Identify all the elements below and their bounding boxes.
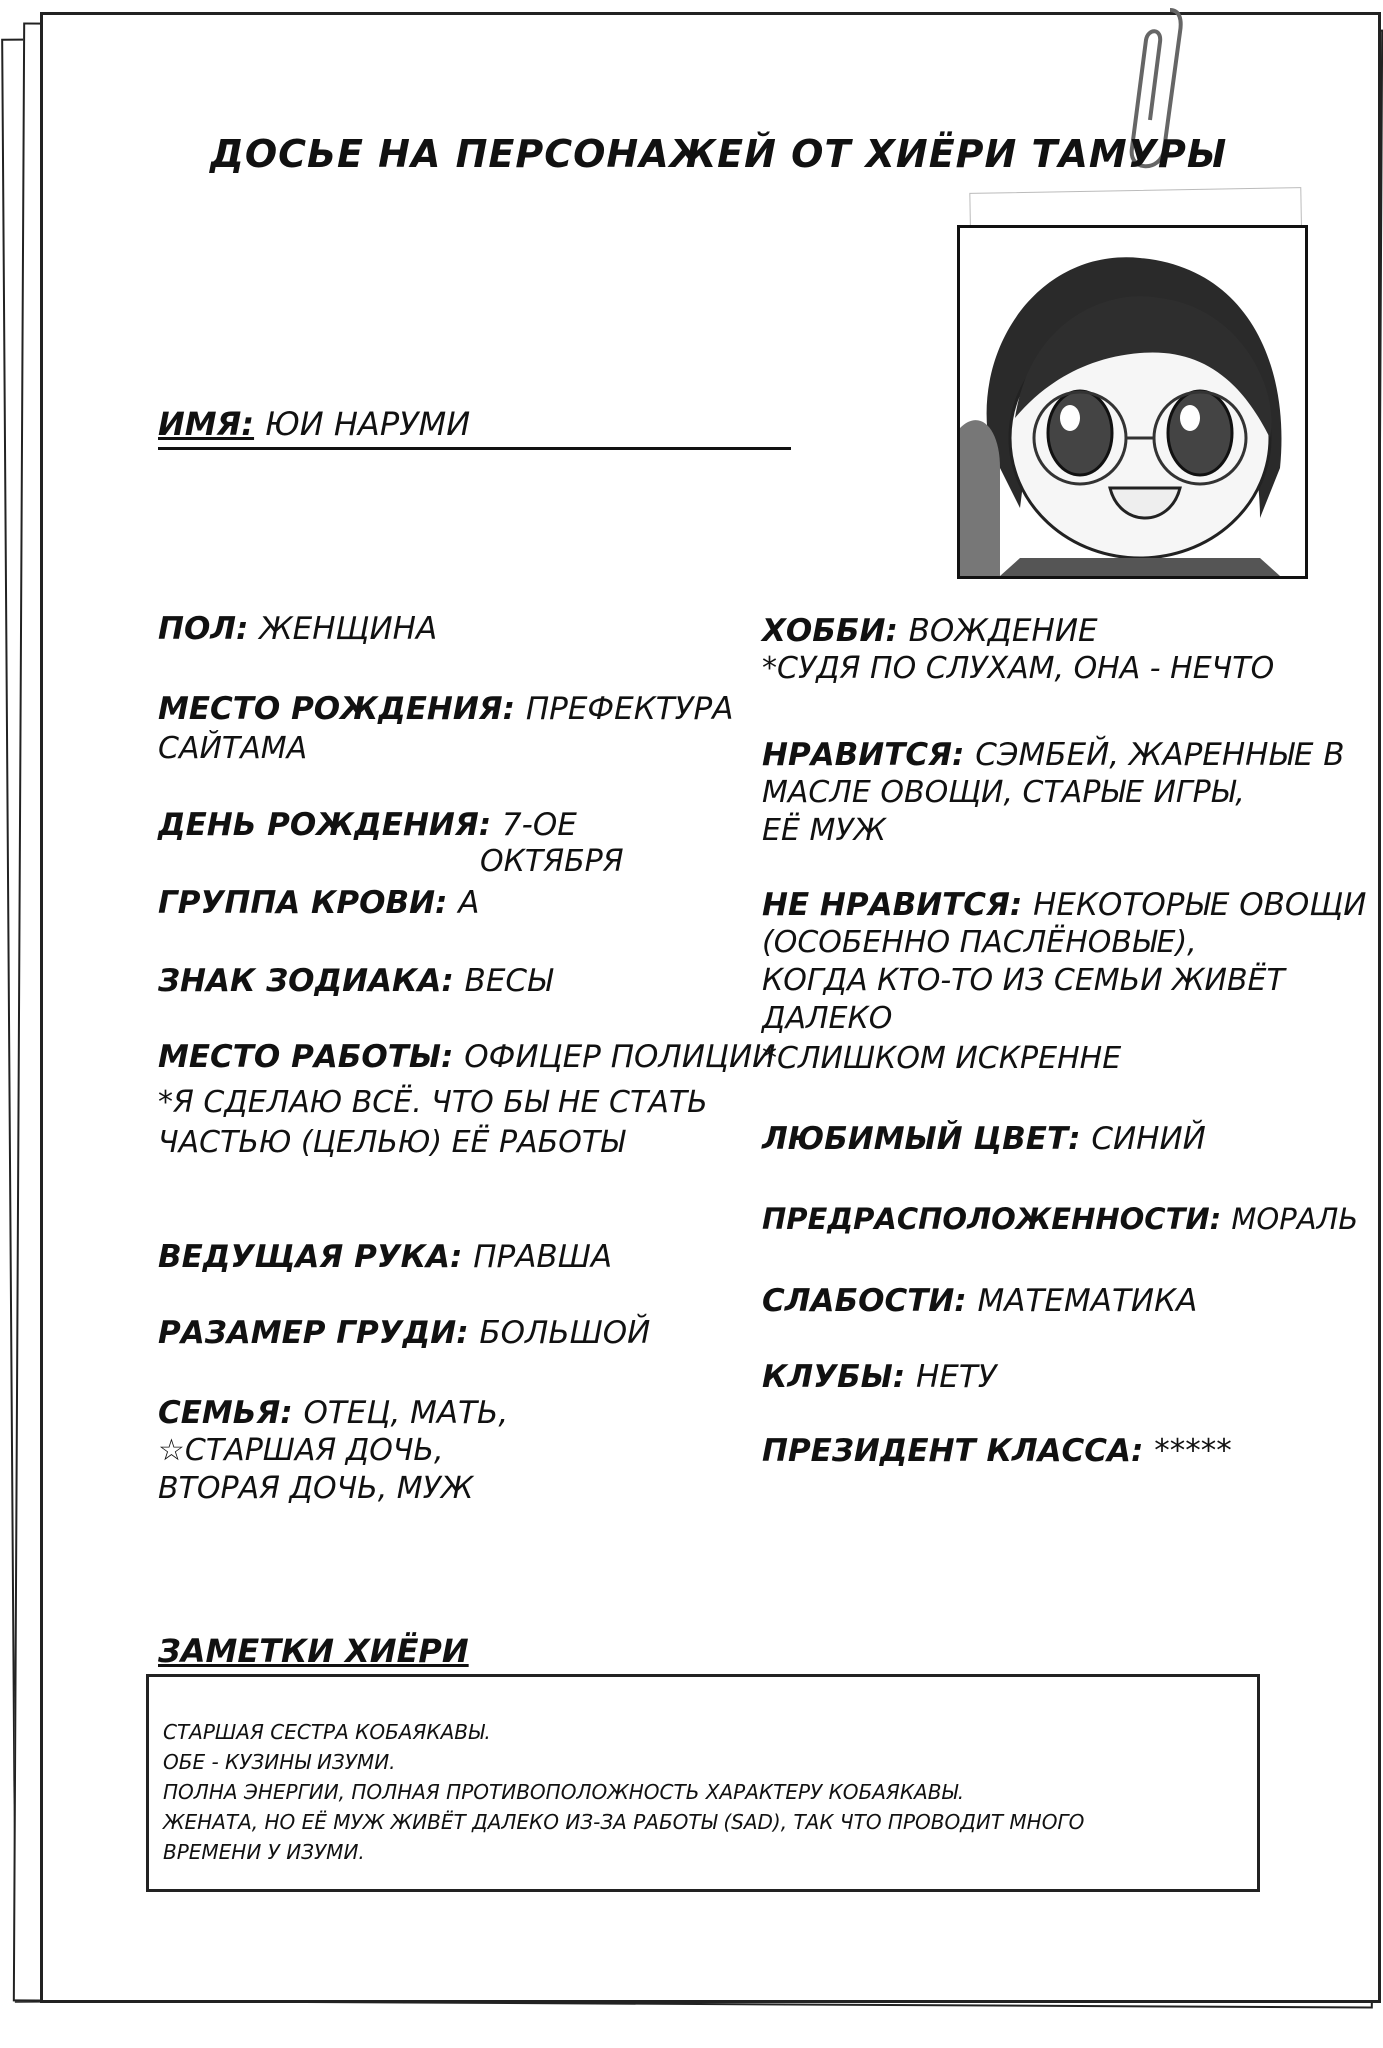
blood-value: А [458, 885, 480, 921]
birthday-field [158, 806, 577, 844]
likes-value-line2: МАСЛЕ ОВОЩИ, СТАРЫЕ ИГРЫ, [762, 775, 1245, 810]
notes-line: ЖЕНАТА, НО ЕЁ МУЖ ЖИВЁТ ДАЛЕКО ИЗ-ЗА РАБОТЫ (SAD), ТАК ЧТО ПРОВОДИТ МНОГО [163, 1810, 1085, 1834]
zodiac-label: ЗНАК ЗОДИАКА: [158, 963, 454, 999]
page-title: ДОСЬЕ НА ПЕРСОНАЖЕЙ ОТ ХИЁРИ ТАМУРЫ [210, 132, 1228, 176]
bust-value: БОЛЬШОЙ [479, 1315, 651, 1351]
likes-label: НРАВИТСЯ: [762, 737, 965, 773]
birthplace-label: МЕСТО РОЖДЕНИЯ: [158, 691, 516, 727]
weakness-label: СЛАБОСТИ: [762, 1283, 967, 1319]
preferences-value: МОРАЛЬ [1231, 1202, 1359, 1236]
color-field [762, 1120, 1206, 1158]
character-portrait [957, 225, 1308, 579]
birthday-value: 7-ОЕ [501, 807, 577, 843]
likes-field [762, 736, 1345, 774]
zodiac-value: ВЕСЫ [464, 963, 553, 999]
clubs-value: НЕТУ [915, 1359, 997, 1395]
family-value-line3: ВТОРАЯ ДОЧЬ, МУЖ [158, 1471, 474, 1506]
work-field [158, 1038, 775, 1076]
gender-value: ЖЕНЩИНА [259, 611, 438, 647]
work-note-line1: *Я СДЕЛАЮ ВСЁ. ЧТО БЫ НЕ СТАТЬ [158, 1085, 708, 1120]
notes-line: ОБЕ - КУЗИНЫ ИЗУМИ. [163, 1750, 396, 1774]
gender-label: ПОЛ: [158, 611, 249, 647]
hand-label: ВЕДУЩАЯ РУКА: [158, 1239, 463, 1275]
notes-box [146, 1674, 1260, 1892]
president-value: ***** [1154, 1433, 1232, 1469]
dislikes-field [762, 886, 1366, 924]
dislikes-label: НЕ НРАВИТСЯ: [762, 887, 1023, 923]
family-label: СЕМЬЯ: [158, 1395, 293, 1431]
name-field [158, 405, 791, 450]
hand-field [158, 1238, 612, 1276]
family-value-line2: ☆СТАРШАЯ ДОЧЬ, [158, 1433, 444, 1468]
clubs-field [762, 1358, 997, 1396]
hobby-value: ВОЖДЕНИЕ [908, 613, 1098, 649]
notes-line: ВРЕМЕНИ У ИЗУМИ. [163, 1840, 365, 1864]
work-value: ОФИЦЕР ПОЛИЦИИ [464, 1039, 776, 1075]
hobby-note: *СУДЯ ПО СЛУХАМ, ОНА - НЕЧТО [762, 651, 1275, 686]
clubs-label: КЛУБЫ: [762, 1359, 906, 1395]
work-label: МЕСТО РАБОТЫ: [158, 1039, 454, 1075]
gender-field [158, 610, 437, 648]
family-value: ОТЕЦ, МАТЬ, [303, 1395, 509, 1431]
notes-title: ЗАМЕТКИ ХИЁРИ [158, 1632, 469, 1670]
likes-value-line3: ЕЁ МУЖ [762, 813, 886, 848]
dislikes-value-line4: ДАЛЕКО [762, 1001, 893, 1036]
blood-field [158, 884, 479, 922]
family-field [158, 1394, 508, 1432]
hobby-field [762, 612, 1098, 650]
dislikes-note: *СЛИШКОМ ИСКРЕННЕ [762, 1041, 1122, 1076]
name-label: ИМЯ: [158, 405, 255, 443]
notes-line: СТАРШАЯ СЕСТРА КОБАЯКАВЫ. [163, 1720, 491, 1744]
birthplace-value: ПРЕФЕКТУРА [525, 691, 734, 727]
hobby-label: ХОББИ: [762, 613, 898, 649]
hand-value: ПРАВША [473, 1239, 613, 1275]
work-note-line2: ЧАСТЬЮ (ЦЕЛЬЮ) ЕЁ РАБОТЫ [158, 1125, 625, 1160]
birthday-label: ДЕНЬ РОЖДЕНИЯ: [158, 807, 492, 843]
bust-label: РАЗАМЕР ГРУДИ: [158, 1315, 469, 1351]
birthplace-field [158, 690, 733, 728]
dislikes-value: НЕКОТОРЫЕ ОВОЩИ [1033, 887, 1367, 923]
color-value: СИНИЙ [1091, 1121, 1206, 1157]
preferences-field [762, 1200, 1358, 1238]
bust-field [158, 1314, 650, 1352]
president-field [762, 1432, 1232, 1470]
notes-line: ПОЛНА ЭНЕРГИИ, ПОЛНАЯ ПРОТИВОПОЛОЖНОСТЬ ХАРАКТЕРУ КОБАЯКАВЫ. [163, 1780, 965, 1804]
zodiac-field [158, 962, 552, 1000]
birthday-value-line2: ОКТЯБРЯ [480, 844, 624, 879]
weakness-field [762, 1282, 1197, 1320]
blood-label: ГРУППА КРОВИ: [158, 885, 448, 921]
dislikes-value-line3: КОГДА КТО-ТО ИЗ СЕМЬИ ЖИВЁТ [762, 963, 1285, 998]
dislikes-value-line2: (ОСОБЕННО ПАСЛЁНОВЫЕ), [762, 925, 1197, 960]
color-label: ЛЮБИМЫЙ ЦВЕТ: [762, 1121, 1081, 1157]
preferences-label: ПРЕДРАСПОЛОЖЕННОСТИ: [762, 1202, 1222, 1236]
name-value: ЮИ НАРУМИ [265, 405, 471, 443]
president-label: ПРЕЗИДЕНТ КЛАССА: [762, 1433, 1144, 1469]
weakness-value: МАТЕМАТИКА [977, 1283, 1198, 1319]
likes-value: СЭМБЕЙ, ЖАРЕННЫЕ В [975, 737, 1345, 773]
birthplace-value-line2: САЙТАМА [158, 731, 308, 766]
